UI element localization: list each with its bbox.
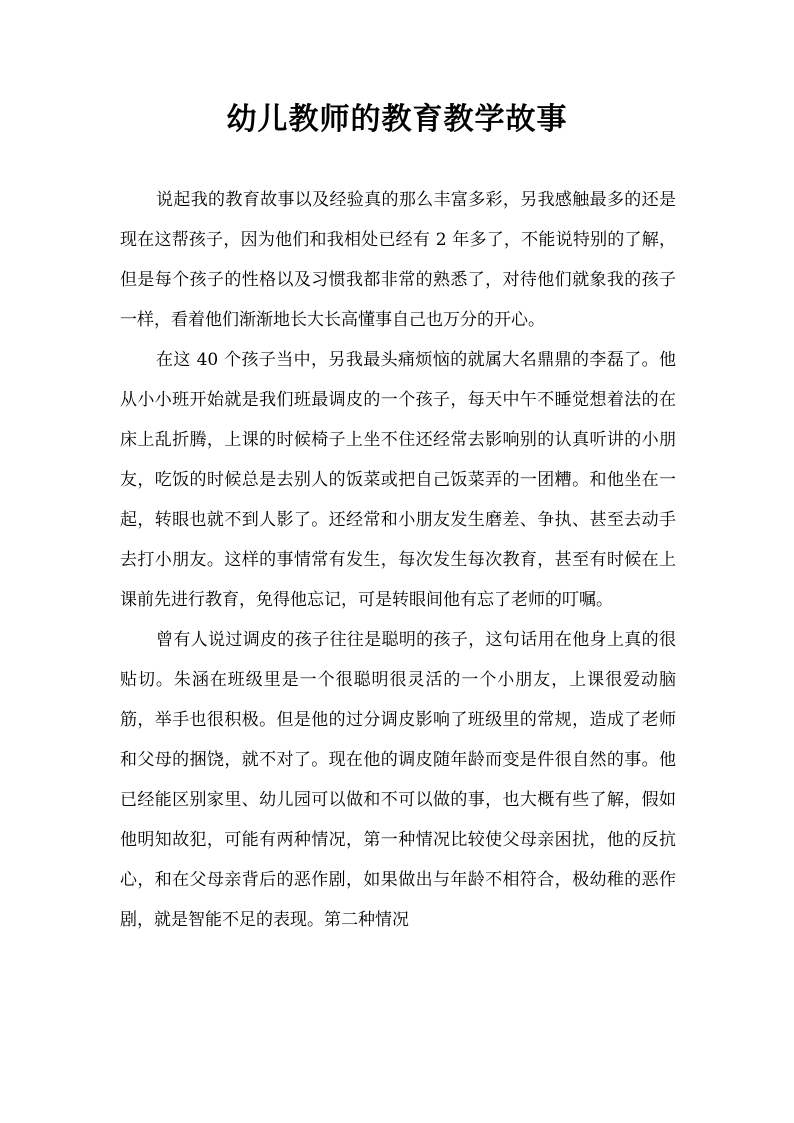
document-body bbox=[120, 180, 676, 940]
paragraph-3: 曾有人说过调皮的孩子往往是聪明的孩子，这句话用在他身上真的很贴切。朱涵在班级里是一个很聪明很灵活的一个小朋友，上课很爱动脑筋，举手也很积极。但是他的过分调皮影响了班级里的常规，造成了老师和父母的捆饶，就不对了。现在他的调皮随年龄而变是件很自然的事。他已经能区别家里、幼儿园可以做和不可以做的事，也大概有些了解，假如他明知故犯，可能有两种情况，第一种情况比较使父母亲困扰，他的反抗心，和在父母亲背后的恶作剧，如果做出与年龄不相符合，极幼稚的恶作剧，就是智能不足的表现。第二种情况 bbox=[120, 630, 676, 930]
paragraph-1: 说起我的教育故事以及经验真的那么丰富多彩，另我感触最多的还是现在这帮孩子，因为他们和我相处已经有 2 年多了，不能说特别的了解，但是每个孩子的性格以及习惯我都非常的熟悉了，对待他们就象我的孩子一样，看着他们渐渐地长大长高懂事自己也万分的开心。 bbox=[120, 190, 676, 330]
page-title: 幼儿教师的教育教学故事 bbox=[226, 102, 568, 137]
paragraph-2: 在这 40 个孩子当中，另我最头痛烦恼的就属大名鼎鼎的李磊了。他从小小班开始就是我们班最调皮的一个孩子，每天中午不睡觉想着法的在床上乱折腾，上课的时候椅子上坐不住还经常去影响别的认真听讲的小朋友，吃饭的时候总是去别人的饭菜或把自己饭菜弄的一团糟。和他坐在一起，转眼也就不到人影了。还经常和小朋友发生磨差、争执、甚至去动手去打小朋友。这样的事情常有发生，每次发生每次教育，甚至有时候在上课前先进行教育，免得他忘记，可是转眼间他有忘了老师的叮嘱。 bbox=[120, 350, 676, 610]
